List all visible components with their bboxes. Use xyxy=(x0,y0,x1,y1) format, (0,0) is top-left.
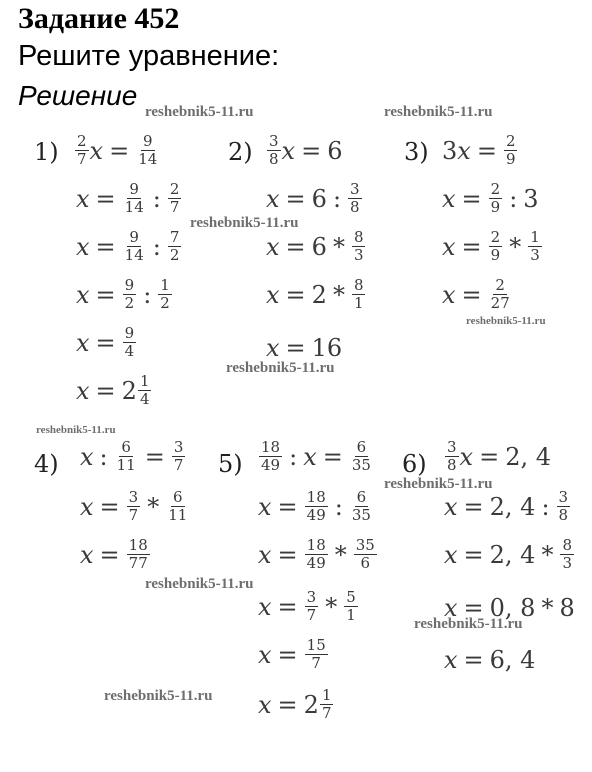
problem-3-number: 3) xyxy=(404,138,429,166)
watermark: reshebnik5-11.ru xyxy=(414,616,523,632)
problem-4-number: 4) xyxy=(34,450,59,478)
watermark: reshebnik5-11.ru xyxy=(384,104,493,120)
problem-3-equation: 3 x = $\frac{2}{9}$ xyxy=(442,132,516,168)
problem-6-step-1: x = 2, 4 : $\frac{3}{8}$ xyxy=(444,488,569,524)
watermark: reshebnik5-11.ru xyxy=(384,476,493,492)
problem-5-step-2: x = $\frac{18}{49}$ * $\frac{35}{6}$ xyxy=(258,536,375,572)
problem-2-answer: x = 16 xyxy=(266,334,343,362)
problem-1-step-4: x = $\frac{9}{4}$ xyxy=(76,324,135,360)
problem-1-step-1: x = $\frac{9}{14}$ : $\frac{2}{7}$ xyxy=(76,180,180,216)
problem-1-answer: x = 2 $\frac{1}{4}$ xyxy=(76,372,150,408)
problem-3-step-1: x = $\frac{2}{9}$ : 3 xyxy=(442,180,539,216)
problem-4-answer: x = $\frac{18}{77}$ xyxy=(80,536,148,572)
problem-6-equation: $\frac{3}{8}$ x = 2, 4 xyxy=(447,438,551,474)
problem-1-step-3: x = $\frac{9}{2}$ : $\frac{1}{2}$ xyxy=(76,276,170,312)
problem-1-step-2: x = $\frac{9}{14}$ : $\frac{7}{2}$ xyxy=(76,228,180,264)
watermark: reshebnik5-11.ru xyxy=(190,215,299,231)
problem-2-step-3: x = 2 * $\frac{8}{1}$ xyxy=(266,276,364,312)
watermark: reshebnik5-11.ru xyxy=(36,424,116,436)
problem-1-number: 1) xyxy=(34,138,59,166)
problem-4-equation: x : $\frac{6}{11}$ = $\frac{3}{7}$ xyxy=(80,438,184,474)
solution-heading: Решение xyxy=(18,80,138,111)
fraction: $\frac{2}{7}$ xyxy=(77,132,87,168)
problem-2-step-1: x = 6 : $\frac{3}{8}$ xyxy=(266,180,360,216)
problem-6-step-2: x = 2, 4 * $\frac{8}{3}$ xyxy=(444,536,572,572)
watermark: reshebnik5-11.ru xyxy=(145,104,254,120)
problem-5-step-3: x = $\frac{3}{7}$ * $\frac{5}{1}$ xyxy=(258,588,356,624)
watermark: reshebnik5-11.ru xyxy=(145,576,254,592)
problem-1-equation: $\frac{2}{7}$ x = $\frac{9}{14}$ xyxy=(77,132,158,168)
problem-5-step-1: x = $\frac{18}{49}$ : $\frac{6}{35}$ xyxy=(258,488,371,524)
fraction: $\frac{9}{14}$ xyxy=(138,132,158,168)
problem-2-equation: $\frac{3}{8}$ x = 6 xyxy=(269,132,343,168)
watermark: reshebnik5-11.ru xyxy=(104,688,213,704)
problem-5-step-4: x = $\frac{15}{7}$ xyxy=(258,636,326,672)
watermark: reshebnik5-11.ru xyxy=(226,360,335,376)
problem-6-answer: x = 6, 4 xyxy=(444,646,536,674)
problem-5-number: 5) xyxy=(218,450,243,478)
problem-6-step-3: x = 0, 8 * 8 xyxy=(444,594,575,622)
problem-2-number: 2) xyxy=(228,138,253,166)
watermark: reshebnik5-11.ru xyxy=(466,315,546,327)
problem-3-answer: x = $\frac{2}{27}$ xyxy=(442,276,510,312)
problem-5-equation: $\frac{18}{49}$ : x = $\frac{6}{35}$ xyxy=(261,438,371,474)
task-title: Задание 452 xyxy=(18,2,180,35)
problem-3-step-2: x = $\frac{2}{9}$ * $\frac{1}{3}$ xyxy=(442,228,540,264)
problem-6-number: 6) xyxy=(402,450,427,478)
problem-2-step-2: x = 6 * $\frac{8}{3}$ xyxy=(266,228,364,264)
task-instruction: Решите уравнение: xyxy=(18,40,280,72)
problem-5-answer: x = 2 $\frac{1}{7}$ xyxy=(258,686,332,722)
problem-4-step-1: x = $\frac{3}{7}$ * $\frac{6}{11}$ xyxy=(80,488,188,524)
